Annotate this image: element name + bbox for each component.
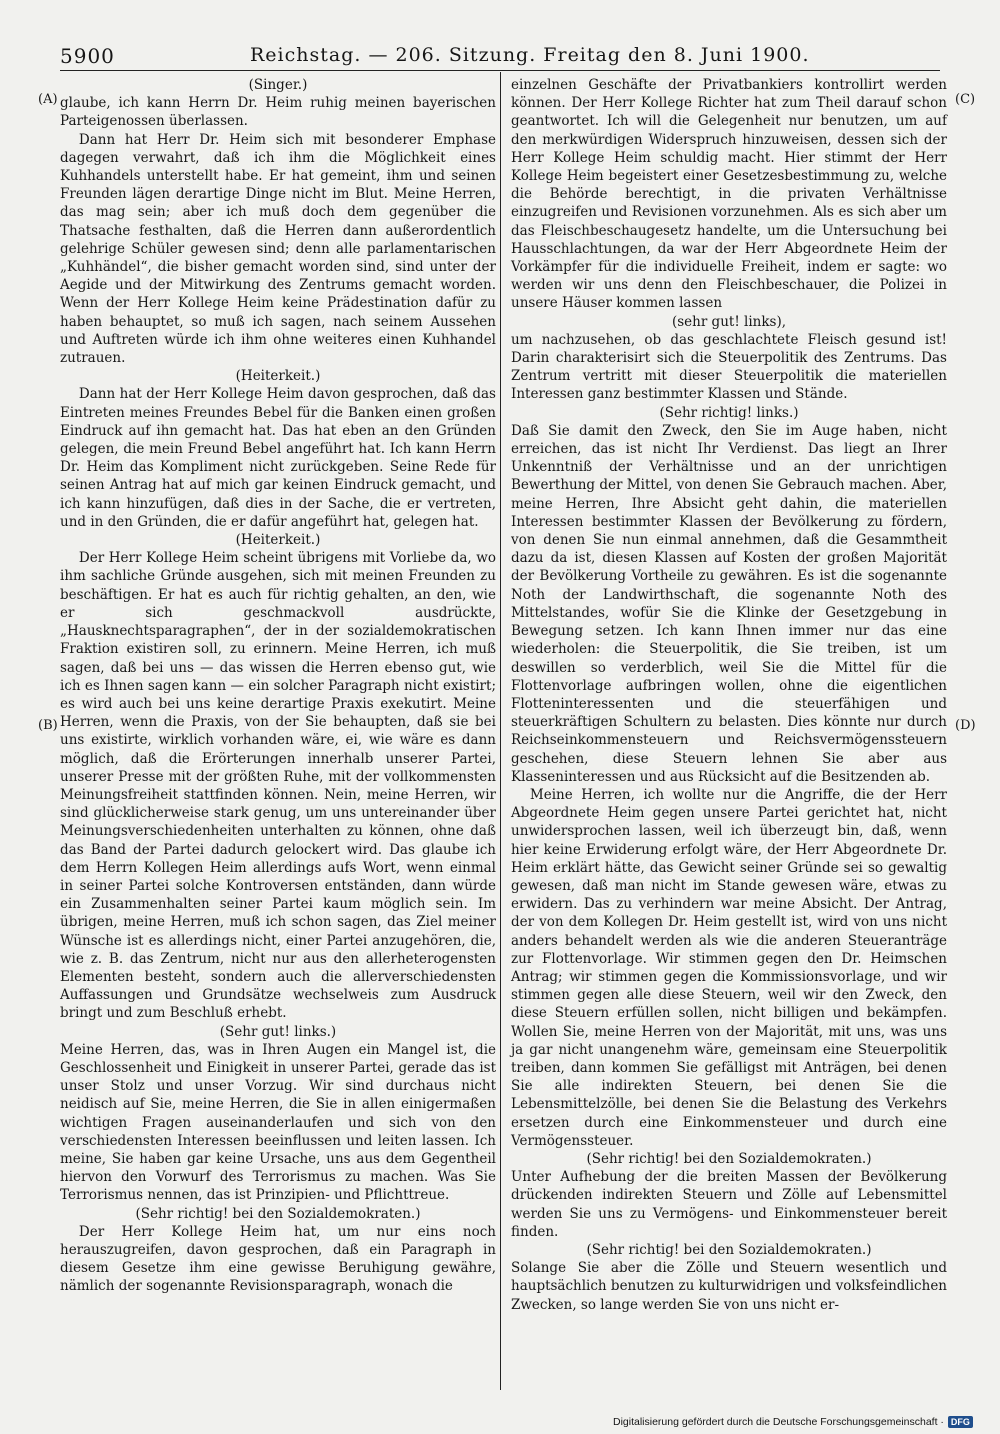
left-column [60, 76, 496, 1296]
right-column [511, 76, 947, 1314]
margin-mark-b: (B) [38, 718, 58, 733]
paragraph: glaube, ich kann Herrn Dr. Heim ruhig meinen bayerischen Parteigenossen überlassen. [60, 95, 496, 130]
margin-mark-c: (C) [955, 92, 976, 107]
dfg-logo: DFG [948, 1416, 973, 1428]
paragraph: Dann hat der Herr Kollege Heim davon gesprochen, daß das Eintreten meines Freundes Bebel für die Banken einen großen Eindruck auf ihn gemacht hat. Das hat eben an den Gründen gelegen, die mein Freund Bebel angeführt hat. Ich kann Herrn Dr. Heim das Kompliment nicht zurückgeben. Seine Rede für seinen Antrag hat auf mich gar keinen Eindruck gemacht, und ich kann hinzufügen, daß dies in der Sache, die er vertreten, und in den Gründen, die er dafür angeführt hat, gelegen hat. [60, 386, 496, 530]
footer-text: Digitalisierung gefördert durch die Deutsche Forschungsgemeinschaft · [613, 1416, 944, 1428]
interjection: (Sehr gut! links.) [219, 1023, 337, 1040]
interjection: (Sehr richtig! bei den Sozialdemokraten.) [586, 1150, 872, 1167]
paragraph: einzelnen Geschäfte der Privatbankiers kontrollirt werden können. Der Herr Kollege Richter hat zum Theil darauf schon geantwortet. Ich will die Gelegenheit nur benutzen, um auf den merkwürdigen Widerspruch hinzuweisen, dessen sich der Herr Kollege Heim schuldig macht. Hier stimmt der Herr Kollege Heim begeistert einer Gesetzesbestimmung zu, welche die Behörde berechtigt, in die privaten Verhältnisse einzugreifen und Revisionen vorzunehmen. Als es sich aber um das Fleischbeschaugesetz handelte, um die Untersuchung bei Hausschlachtungen, da war der Herr Abgeordnete Heim der Vorkämpfer für die individuelle Freiheit, indem er sagte: wo werden wir uns denn den Fleischbeschauer, die Polizei in unsere Häuser kommen lassen [511, 77, 947, 312]
interjection: (Sehr richtig! bei den Sozialdemokraten.) [135, 1205, 421, 1222]
speaker-name: (Singer.) [248, 77, 308, 93]
paragraph: Unter Aufhebung der die breiten Massen der Bevölkerung drückenden indirekten Steuern und Zölle auf Lebensmittel werden Sie uns zu Vermögens- und Einkommensteuer bereit finden. [511, 1169, 947, 1240]
margin-mark-d: (D) [955, 718, 976, 733]
paragraph: Der Herr Kollege Heim hat, um nur eins noch herauszugreifen, davon gesprochen, daß ein Paragraph in diesem Gesetze ihm eine gewisse Beruhigung gewähre, nämlich der sogenannte Revisionsparagraph, wonach die [60, 1223, 496, 1295]
interjection: (Sehr richtig! bei den Sozialdemokraten.) [586, 1242, 872, 1258]
paragraph: Der Herr Kollege Heim scheint übrigens mit Vorliebe da, wo ihm sachliche Gründe ausgehen, sich mit meinen Freunden zu beschäftigen. Er hat es auch für richtig gehalten, an den, wie er sich geschmackvoll ausdrückte, „Hausknechtsparagraphen“, der in der sozialdemokratischen Fraktion existiren soll, zu erinnern. Meine Herren, ich muß sagen, daß bei uns — das wissen die Herren ebenso gut, wie ich es Ihnen sagen kann — ein solcher Paragraph nicht existirt; es wird auch bei uns keine derartige Praxis exekutirt. Meine Herren, wenn die Praxis, von der Sie behaupten, daß sie bei uns existirte, wirklich vorhanden wäre, ei, wie wäre es dann möglich, daß die Erörterungen innerhalb unserer Partei, unserer Presse mit der größten Ruhe, mit der vollkommensten Meinungsfreiheit stattfinden können. Nein, meine Herren, wir sind glücklicherweise stark genug, um uns untereinander über Meinungsverschiedenheiten unterhalten zu können, ohne daß das Band der Partei dadurch gelockert wird. Das glaube ich dem Herrn Kollegen Heim allerdings aufs Wort, wenn einmal in seiner Partei solche Kontroversen entständen, dann würde ein Zusammenhalten seiner Partei kaum möglich sein. Im übrigen, meine Herren, muß ich schon sagen, das Ziel meiner Wünsche ist es allerdings nicht, einer Partei anzugehören, die, wie z. B. das Zentrum, nicht nur aus den allerheterogensten Elementen besteht, sondern auch die allerverschiedensten Auffassungen und Grundsätze wechselweis zum Ausdruck bringt und zum Beschluß erhebt. [60, 550, 496, 1022]
header-rule [60, 70, 940, 71]
column-divider [500, 72, 501, 1390]
paragraph: um nachzusehen, ob das geschlachtete Fleisch gesund ist! Darin charakterisirt sich die Steuerpolitik des Zentrums. Das Zentrum vertritt mit dieser Steuerpolitik die materiellen Interessen ganz bestimmter Klassen und Stände. [511, 331, 947, 403]
paragraph: Meine Herren, das, was in Ihren Augen ein Mangel ist, die Geschlossenheit und Einigkeit in unserer Partei, gerade das ist unser Stolz und unser Vorzug. Wir sind durchaus nicht neidisch auf Sie, meine Herren, die Sie in allen einigermaßen wichtigen Fragen auseinanderlaufen und sich von den verschiedensten Interessen beeinflussen und leiten lassen. Ich meine, Sie haben gar keine Ursache, uns aus dem Gegentheil hiervon den Vorwurf des Terrorismus zu machen. Was Sie Terrorismus nennen, das ist Prinzipien- und Pflichttreue. [60, 1041, 496, 1204]
running-title: Reichstag. — 206. Sitzung. Freitag den 8. Juni 1900. [250, 44, 810, 66]
paragraph: Dann hat Herr Dr. Heim sich mit besonderer Emphase dagegen verwahrt, daß ich ihm die Möglichkeit eines Kuhhandels unterstellt habe. Er hat gemeint, ihm und seinen Freunden lägen derartige Dinge nicht im Blut. Meine Herren, das mag sein; aber ich muß doch dem gegenüber die Thatsache festhalten, daß die Herren dann außerordentlich gelehrige Schüler gewesen sind; denn alle parlamentarischen „Kuhhändel“, die bisher gemacht worden sind, sind unter der Aegide und der Mitwirkung des Zentrums gemacht worden. Wenn der Herr Kollege Heim keine Prädestination dafür zu haben behauptet, so muß ich sagen, nach seinem Aussehen und Auftreten würde ich ihm ohne weiteres einen Kuhhandel zutrauen. [60, 131, 496, 367]
footer-credit [613, 1416, 973, 1428]
paragraph: Daß Sie damit den Zweck, den Sie im Auge haben, nicht erreichen, das ist nicht Ihr Verdienst. Das liegt an Ihrer Unkenntniß der Verhältnisse und an der unrichtigen Bewerthung der Mittel, von denen Sie Gebrauch machen. Aber, meine Herren, Ihre Absicht geht dahin, die materiellen Interessen bestimmter Klassen der Bevölkerung zu fördern, von denen Sie nun einmal annehmen, daß die Gesammtheit dazu da ist, diesen Klassen auf Kosten der großen Majorität der Bevölkerung Vortheile zu gewähren. Es ist die sogenannte Noth der Landwirthschaft, die sogenannte Noth des Mittelstandes, wofür Sie die Klinke der Gesetzgebung in Bewegung setzen. Ich kann Ihnen immer nur das eine wiederholen: die Steuerpolitik, die Sie treiben, ist um deswillen so verderblich, weil Sie die Mittel für die Flottenvorlage aufbringen wollen, ohne die eigentlichen Flotteninteressenten und die steuerfähigen und steuerkräftigen Schultern zu belasten. Dies könnte nur durch Reichseinkommensteuern und Reichsvermögenssteuern geschehen, diese Steuern lehnen Sie aber aus Klasseninteressen und aus Rücksicht auf die Besitzenden ab. [511, 422, 947, 785]
page-number: 5900 [60, 44, 115, 68]
interjection: (Sehr richtig! links.) [659, 404, 799, 421]
interjection: (Heiterkeit.) [235, 368, 321, 385]
paragraph: Solange Sie aber die Zölle und Steuern wesentlich und hauptsächlich benutzen zu kulturwidrigen und volksfeindlichen Zwecken, so lange werden Sie von uns nicht er- [511, 1260, 947, 1313]
interjection: (Heiterkeit.) [235, 532, 321, 549]
page-header [60, 44, 940, 70]
margin-mark-a: (A) [38, 92, 58, 107]
interjection: (sehr gut! links), [671, 313, 787, 330]
paragraph: Meine Herren, ich wollte nur die Angriffe, die der Herr Abgeordnete Heim gegen unsere Partei gerichtet hat, nicht unwidersprochen lassen, weil ich überzeugt bin, daß, wenn hier keine Erwiderung erfolgt wäre, der Herr Abgeordnete Dr. Heim erklärt hätte, das Gewicht seiner Gründe sei so gewaltig gewesen, daß man nicht im Stande gewesen wäre, etwas zu erwidern. Das zu verhindern war meine Absicht. Der Antrag, der von dem Kollegen Dr. Heim gestellt ist, wird von uns nicht anders behandelt werden als wie die anderen Steueranträge zur Flottenvorlage. Wir stimmen gegen den Dr. Heimschen Antrag; wir stimmen gegen die Kommissionsvorlage, und wir stimmen gegen alle diese Steuern, weil wir den Zweck, den diese Steuern erfüllen sollen, nicht billigen und bekämpfen. Wollen Sie, meine Herren von der Majorität, mit uns, was uns ja gar nicht unangenehm wäre, gemeinsam eine Steuerpolitik treiben, dann kommen Sie gefälligst mit Anträgen, bei denen Sie alle indirekten Steuern, bei denen Sie die Lebensmittelzölle, bei denen Sie die Belastung des Verkehrs ersetzen durch eine Einkommensteuer und durch eine Vermögenssteuer. [511, 786, 947, 1149]
